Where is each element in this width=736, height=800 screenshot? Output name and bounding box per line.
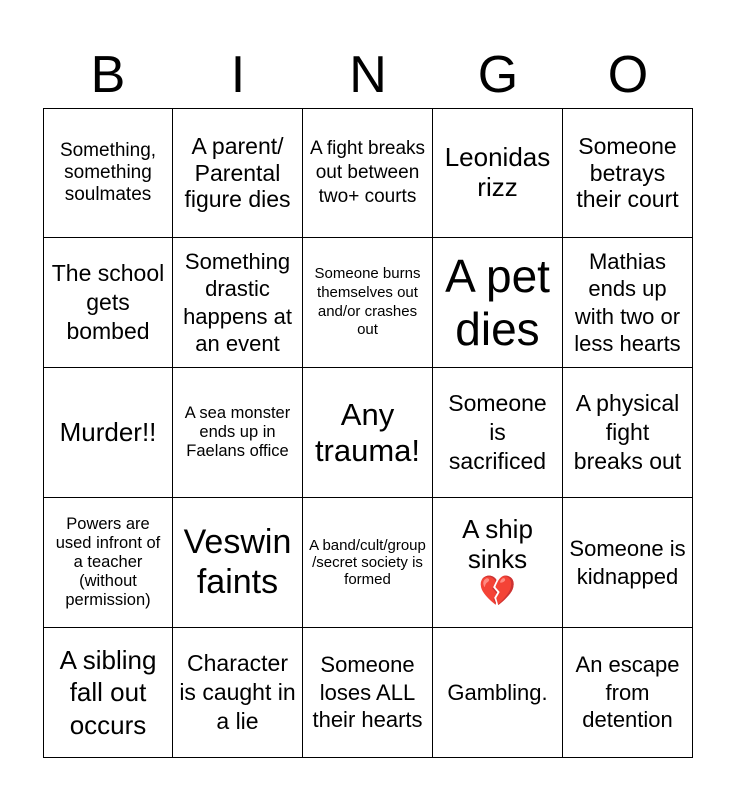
- bingo-cell[interactable]: The school gets bombed: [43, 238, 173, 368]
- bingo-header: [43, 40, 693, 110]
- bingo-cell[interactable]: A ship sinks 💔: [433, 498, 563, 628]
- broken-heart-icon: 💔: [478, 575, 517, 609]
- header-letter-n: N: [349, 46, 387, 104]
- bingo-cell[interactable]: Someone is kidnapped: [563, 498, 693, 628]
- bingo-cell[interactable]: A fight breaks out between two+ courts: [303, 108, 433, 238]
- header-letter-o: O: [607, 46, 649, 104]
- bingo-cell[interactable]: Someone betrays their court: [563, 108, 693, 238]
- header-letter-b: B: [90, 46, 126, 104]
- header-letter-i: I: [230, 46, 246, 104]
- bingo-cell[interactable]: An escape from detention: [563, 628, 693, 758]
- bingo-cell[interactable]: Someone loses ALL their hearts: [303, 628, 433, 758]
- bingo-cell[interactable]: Leonidas rizz: [433, 108, 563, 238]
- bingo-cell[interactable]: Something drastic happens at an event: [173, 238, 303, 368]
- bingo-cell[interactable]: Gambling.: [433, 628, 563, 758]
- header-letter-g: G: [477, 46, 519, 104]
- bingo-cell[interactable]: A pet dies: [433, 238, 563, 368]
- bingo-grid: [43, 108, 693, 758]
- bingo-cell[interactable]: Someone burns themselves out and/or crashes out: [303, 238, 433, 368]
- bingo-cell[interactable]: Veswin faints: [173, 498, 303, 628]
- bingo-cell[interactable]: Someone is sacrificed: [433, 368, 563, 498]
- bingo-cell[interactable]: A physical fight breaks out: [563, 368, 693, 498]
- bingo-cell[interactable]: Any trauma!: [303, 368, 433, 498]
- bingo-cell[interactable]: Powers are used infront of a teacher (without permission): [43, 498, 173, 628]
- bingo-cell[interactable]: A sibling fall out occurs: [43, 628, 173, 758]
- bingo-cell[interactable]: Mathias ends up with two or less hearts: [563, 238, 693, 368]
- bingo-cell[interactable]: Character is caught in a lie: [173, 628, 303, 758]
- bingo-cell[interactable]: A sea monster ends up in Faelans office: [173, 368, 303, 498]
- bingo-cell[interactable]: A parent/ Parental figure dies: [173, 108, 303, 238]
- bingo-cell[interactable]: Murder!!: [43, 368, 173, 498]
- bingo-cell[interactable]: A band/cult/group /secret society is formed: [303, 498, 433, 628]
- bingo-cell[interactable]: Something, something soulmates: [43, 108, 173, 238]
